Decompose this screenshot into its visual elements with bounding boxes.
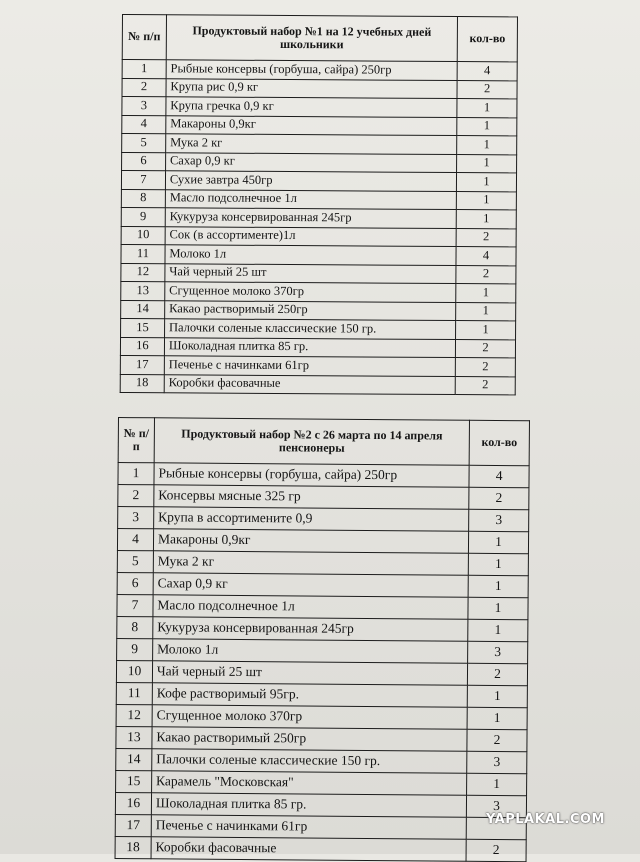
table-row [117, 594, 528, 619]
row-number: 8 [117, 616, 153, 638]
row-number: 7 [121, 171, 165, 190]
item-name: Кукуруза консервированная 245гр [153, 617, 468, 641]
row-number: 16 [115, 792, 151, 814]
table-row [116, 748, 527, 773]
item-name: Макароны 0,9кг [153, 529, 468, 553]
row-number: 13 [121, 281, 165, 300]
item-quantity: 2 [466, 839, 526, 861]
row-number: 14 [121, 300, 165, 319]
row-number: 12 [116, 704, 152, 726]
table-row [117, 638, 528, 663]
item-quantity: 1 [457, 173, 517, 192]
item-name: Шоколадная плитка 85 гр. [151, 793, 466, 817]
item-name: Молоко 1л [165, 245, 456, 265]
row-number: 1 [122, 60, 166, 79]
table-row [121, 207, 516, 228]
item-quantity: 2 [467, 663, 527, 685]
item-quantity: 3 [468, 641, 528, 663]
item-name: Какао растворимый 250гр [152, 727, 467, 751]
item-name: Консервы мясные 325 гр [154, 485, 469, 509]
item-quantity: 2 [456, 339, 516, 358]
row-number: 4 [117, 529, 153, 551]
item-quantity: 1 [467, 707, 527, 729]
item-name: Кукуруза консервированная 245гр [165, 208, 456, 228]
item-quantity: 1 [468, 619, 528, 641]
item-name: Мука 2 кг [153, 551, 468, 575]
row-number: 6 [122, 152, 166, 171]
table-row [115, 792, 526, 817]
item-name: Коробки фасовачные [164, 374, 455, 394]
table-row [120, 355, 515, 376]
table-row [115, 836, 526, 861]
table-row [122, 115, 517, 136]
item-quantity: 1 [456, 321, 516, 340]
item-quantity: 3 [466, 795, 526, 817]
set-title-header: Продуктовый набор №1 на 12 учебных дней школьники [166, 15, 457, 62]
item-name: Чай черный 25 шт [152, 661, 467, 685]
table-row [116, 660, 527, 685]
item-quantity: 4 [469, 465, 529, 487]
item-name: Макароны 0,9кг [166, 115, 457, 135]
item-quantity: 2 [455, 376, 515, 395]
row-number: 10 [116, 660, 152, 682]
item-name: Крупа в ассортимените 0,9 [154, 507, 469, 531]
product-set-2-table [115, 417, 530, 862]
table-row [118, 463, 529, 488]
item-quantity: 4 [456, 247, 516, 266]
item-name: Шоколадная плитка 85 гр. [164, 337, 455, 357]
item-quantity: 1 [468, 597, 528, 619]
item-name: Крупа рис 0,9 кг [166, 78, 457, 98]
item-name: Крупа гречка 0,9 кг [166, 97, 457, 117]
row-number: 3 [118, 507, 154, 529]
item-name: Какао растворимый 250гр [165, 300, 456, 320]
item-quantity: 1 [456, 210, 516, 229]
table-row [118, 485, 529, 510]
table-header-row [118, 418, 529, 466]
row-number: 11 [116, 682, 152, 704]
item-name: Карамель "Московская" [151, 771, 466, 795]
item-name: Мука 2 кг [166, 134, 457, 154]
table-row [122, 134, 517, 155]
item-quantity: 3 [467, 751, 527, 773]
table-row [122, 60, 517, 81]
table-row [121, 189, 516, 210]
table-row [122, 97, 517, 118]
item-name: Сахар 0,9 кг [153, 573, 468, 597]
row-number: 7 [117, 594, 153, 616]
set-title-header: Продуктовый набор №2 с 26 марта по 14 апреля пенсионеры [154, 418, 469, 465]
table-row [121, 300, 516, 321]
item-name: Рыбные консервы (горбуша, сайра) 250гр [166, 60, 457, 80]
item-name: Сок (в ассортименте)1л [165, 226, 456, 246]
item-quantity: 1 [456, 284, 516, 303]
table-row [122, 78, 517, 99]
table-row [121, 244, 516, 265]
table-row [118, 507, 529, 532]
item-quantity: 1 [456, 302, 516, 321]
watermark: YAPLAKAL.COM [486, 812, 605, 827]
row-number: 9 [117, 638, 153, 660]
row-number: 4 [122, 115, 166, 134]
item-name: Масло подсолнечное 1л [153, 595, 468, 619]
item-name: Сухие завтра 450гр [165, 171, 456, 191]
table-row [117, 550, 528, 575]
item-quantity: 4 [457, 62, 517, 81]
row-number: 9 [121, 207, 165, 226]
item-quantity: 1 [467, 685, 527, 707]
table-row [121, 318, 516, 339]
number-column-header: № п/п [122, 15, 166, 60]
product-set-1-table [120, 14, 518, 395]
item-name: Сгущенное молоко 370гр [165, 282, 456, 302]
item-name: Рыбные консервы (горбуша, сайра) 250гр [154, 463, 469, 487]
table-row [116, 726, 527, 751]
quantity-column-header: кол-во [469, 420, 529, 465]
item-quantity: 1 [468, 575, 528, 597]
item-quantity: 3 [469, 509, 529, 531]
item-name: Молоко 1л [153, 639, 468, 663]
item-quantity: 2 [455, 358, 515, 377]
row-number: 6 [117, 572, 153, 594]
row-number: 18 [120, 374, 164, 393]
row-number: 5 [117, 550, 153, 572]
item-quantity: 2 [456, 228, 516, 247]
item-name: Сахар 0,9 кг [165, 152, 456, 172]
table-row [120, 337, 515, 358]
row-number: 18 [115, 836, 151, 858]
row-number: 14 [116, 748, 152, 770]
table-row [116, 770, 527, 795]
item-name: Коробки фасовачные [151, 837, 466, 861]
table-row [121, 171, 516, 192]
item-quantity: 2 [469, 487, 529, 509]
row-number: 2 [118, 485, 154, 507]
item-quantity: 1 [457, 154, 517, 173]
row-number: 8 [121, 189, 165, 208]
table-row [117, 572, 528, 597]
row-number: 2 [122, 78, 166, 97]
item-name: Кофе растворимый 95гр. [152, 683, 467, 707]
quantity-column-header: кол-во [457, 17, 517, 62]
item-quantity: 2 [456, 265, 516, 284]
table-row [120, 374, 515, 395]
row-number: 12 [121, 263, 165, 282]
table-row [115, 814, 526, 839]
item-quantity: 1 [457, 136, 517, 155]
table-header-row [122, 15, 517, 62]
row-number: 15 [121, 318, 165, 337]
table-row [117, 529, 528, 554]
item-name: Печенье с начинками 61гр [151, 815, 466, 839]
row-number: 10 [121, 226, 165, 245]
item-name: Сгущенное молоко 370гр [152, 705, 467, 729]
item-quantity: 1 [457, 117, 517, 136]
row-number: 13 [116, 726, 152, 748]
table-row [121, 263, 516, 284]
item-name: Палочки соленые классические 150 гр. [164, 319, 455, 339]
item-quantity: 1 [467, 773, 527, 795]
item-quantity: 1 [457, 99, 517, 118]
item-name: Печенье с начинками 61гр [164, 356, 455, 376]
table-row [116, 682, 527, 707]
table-row [117, 616, 528, 641]
row-number: 16 [120, 337, 164, 356]
item-quantity: 1 [456, 191, 516, 210]
number-column-header: № п/п [118, 418, 154, 463]
table-row [121, 226, 516, 247]
table2-body [115, 463, 529, 862]
row-number: 17 [120, 355, 164, 374]
item-quantity: 2 [457, 80, 517, 99]
item-name: Масло подсолнечное 1л [165, 189, 456, 209]
item-quantity: 1 [468, 553, 528, 575]
table-row [121, 281, 516, 302]
row-number: 5 [122, 134, 166, 153]
table1-body [120, 60, 517, 395]
row-number: 15 [116, 770, 152, 792]
item-quantity: 2 [467, 729, 527, 751]
row-number: 1 [118, 463, 154, 485]
row-number: 17 [115, 814, 151, 836]
item-quantity: 1 [469, 531, 529, 553]
table-row [122, 152, 517, 173]
row-number: 11 [121, 244, 165, 263]
item-name: Чай черный 25 шт [165, 263, 456, 283]
item-name: Палочки соленые классические 150 гр. [152, 749, 467, 773]
row-number: 3 [122, 97, 166, 116]
table-row [116, 704, 527, 729]
